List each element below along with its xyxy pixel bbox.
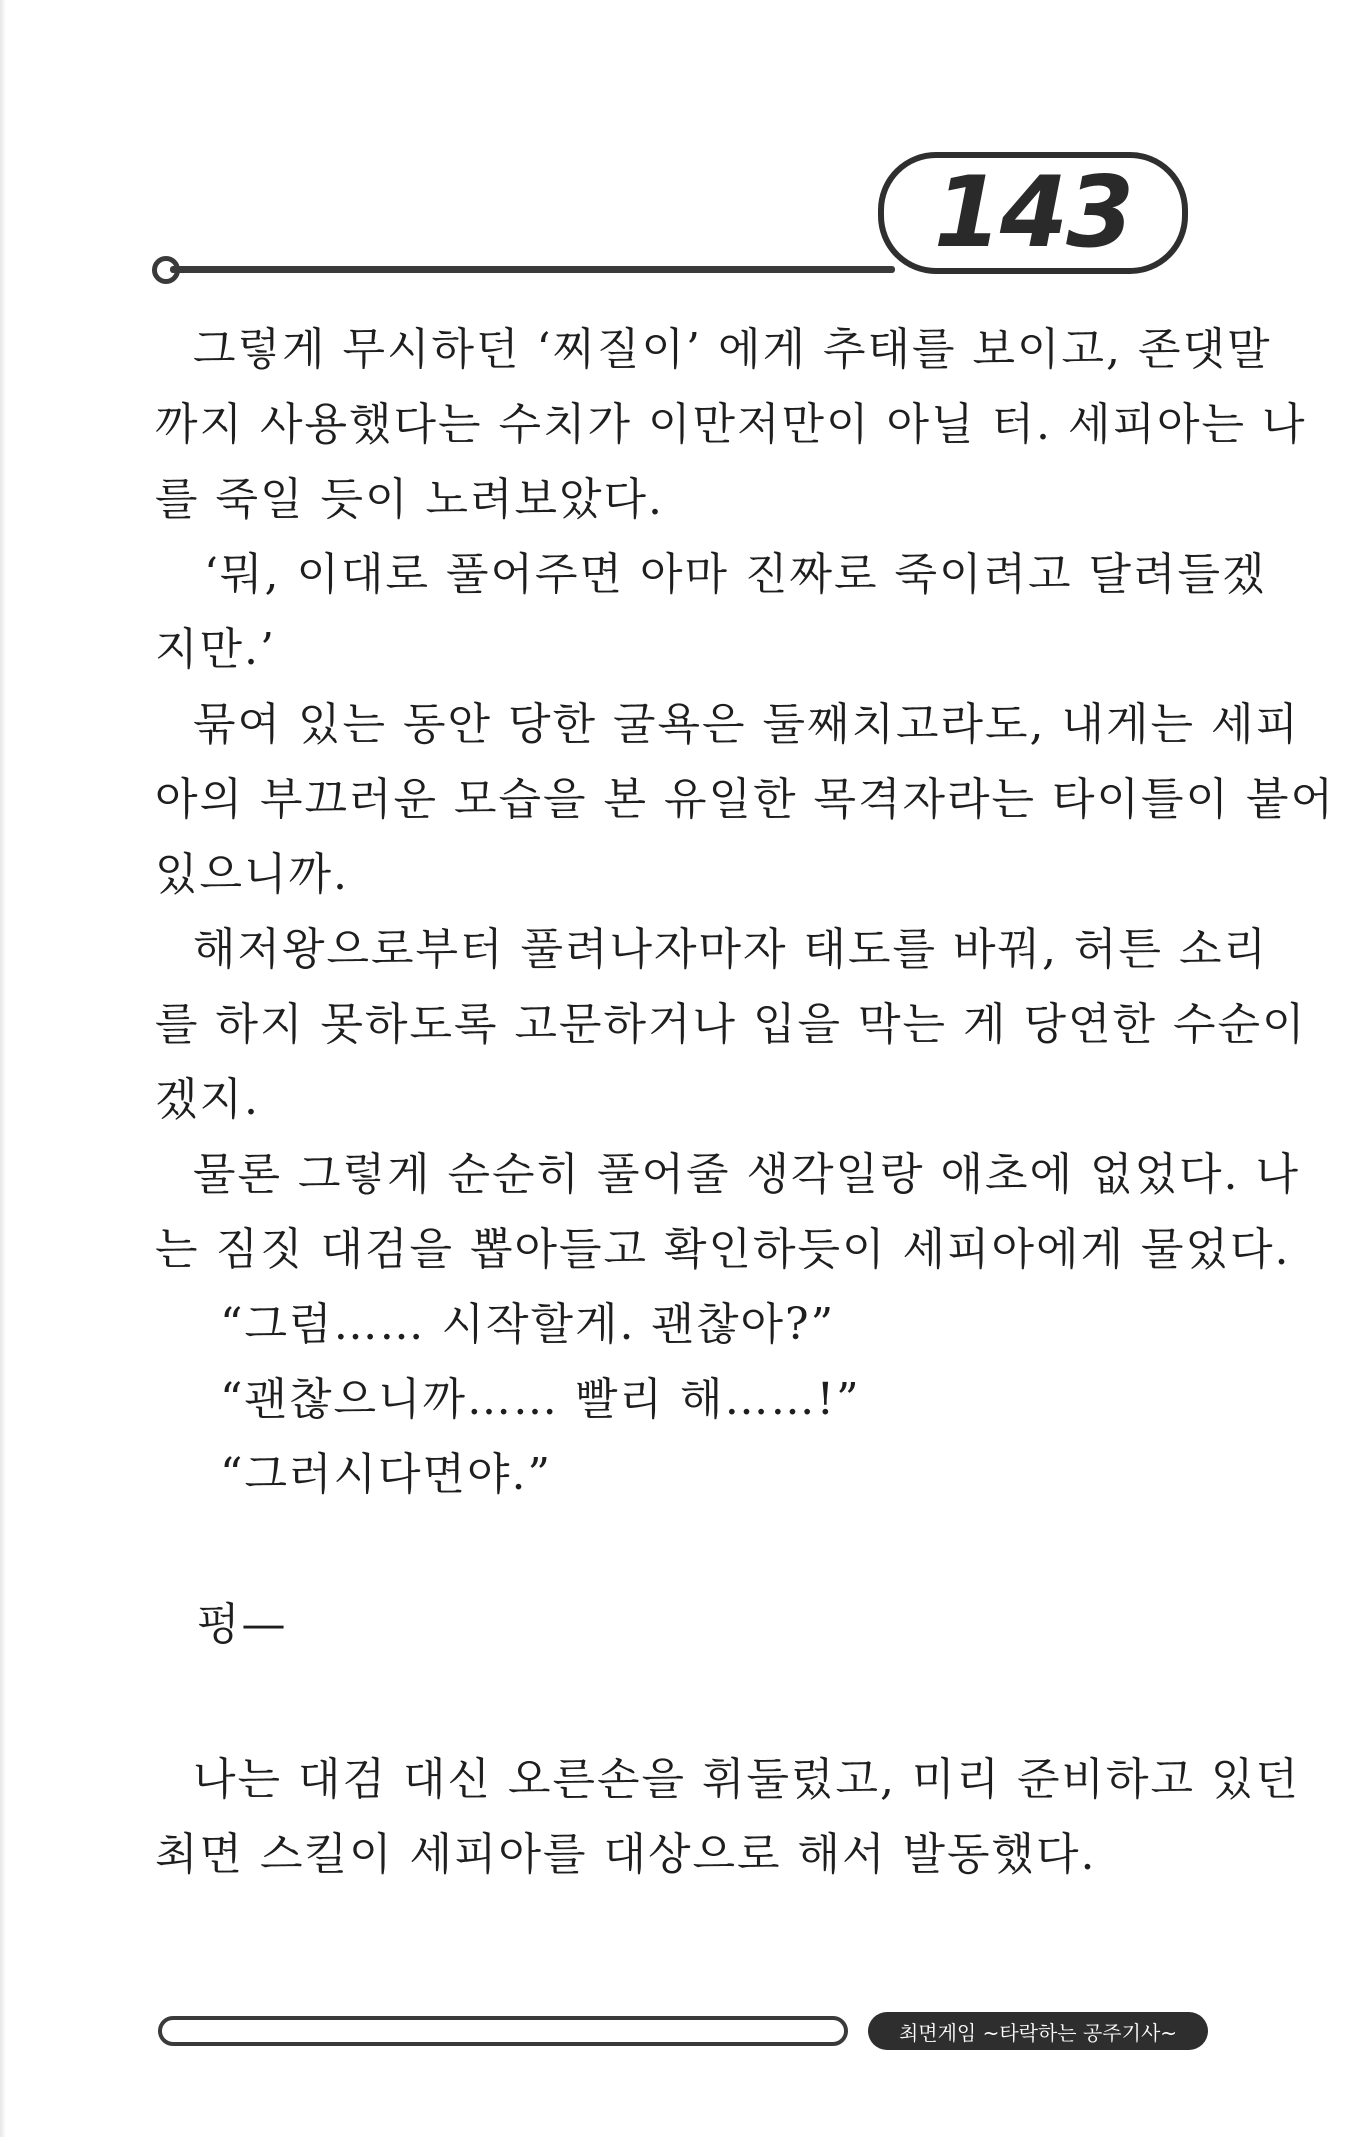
text-line: 지만.’ [155,624,276,675]
dialogue-line: “그럼…… 시작할게. 괜찮아?” [220,1299,836,1350]
text-line: 묶여 있는 동안 당한 굴욕은 둘째치고라도, 내게는 세피 [193,699,1300,750]
footer-book-title: 최면게임 ~타락하는 공주기사~ [868,2012,1208,2050]
text-line: 겠지. [155,1074,260,1125]
text-line: 는 짐짓 대검을 뽑아들고 확인하듯이 세피아에게 물었다. [155,1224,1291,1275]
page-number: 143 [933,156,1133,270]
dialogue-line: “그러시다면야.” [220,1449,552,1500]
text-line: 그렇게 무시하던 ‘찌질이’ 에게 추태를 보이고, 존댓말 [193,324,1272,375]
page-number-badge [878,152,1188,274]
text-line: ‘뭐, 이대로 풀어주면 아마 진짜로 죽이려고 달려들겠 [204,549,1267,600]
sound-effect-line: 펑— [197,1599,288,1650]
text-line: 해저왕으로부터 풀려나자마자 태도를 바꿔, 허튼 소리 [193,924,1269,975]
text-line: 까지 사용했다는 수치가 이만저만이 아닐 터. 세피아는 나 [155,399,1307,450]
header-rule [170,266,895,273]
text-line: 있으니까. [155,849,350,900]
text-line: 를 하지 못하도록 고문하거나 입을 막는 게 당연한 수순이 [155,999,1307,1050]
text-line: 아의 부끄러운 모습을 본 유일한 목격자라는 타이틀이 붙어 [155,774,1335,825]
scan-edge [0,0,6,2137]
text-line: 를 죽일 듯이 노려보았다. [155,474,664,525]
dialogue-line: “괜찮으니까…… 빨리 해……!” [220,1374,861,1425]
text-line: 최면 스킬이 세피아를 대상으로 해서 발동했다. [155,1829,1097,1880]
text-line: 물론 그렇게 순순히 풀어줄 생각일랑 애초에 없었다. 나 [193,1149,1300,1200]
page-header [0,0,1369,320]
text-line: 나는 대검 대신 오른손을 휘둘렀고, 미리 준비하고 있던 [193,1754,1300,1805]
footer-rule [158,2016,848,2046]
